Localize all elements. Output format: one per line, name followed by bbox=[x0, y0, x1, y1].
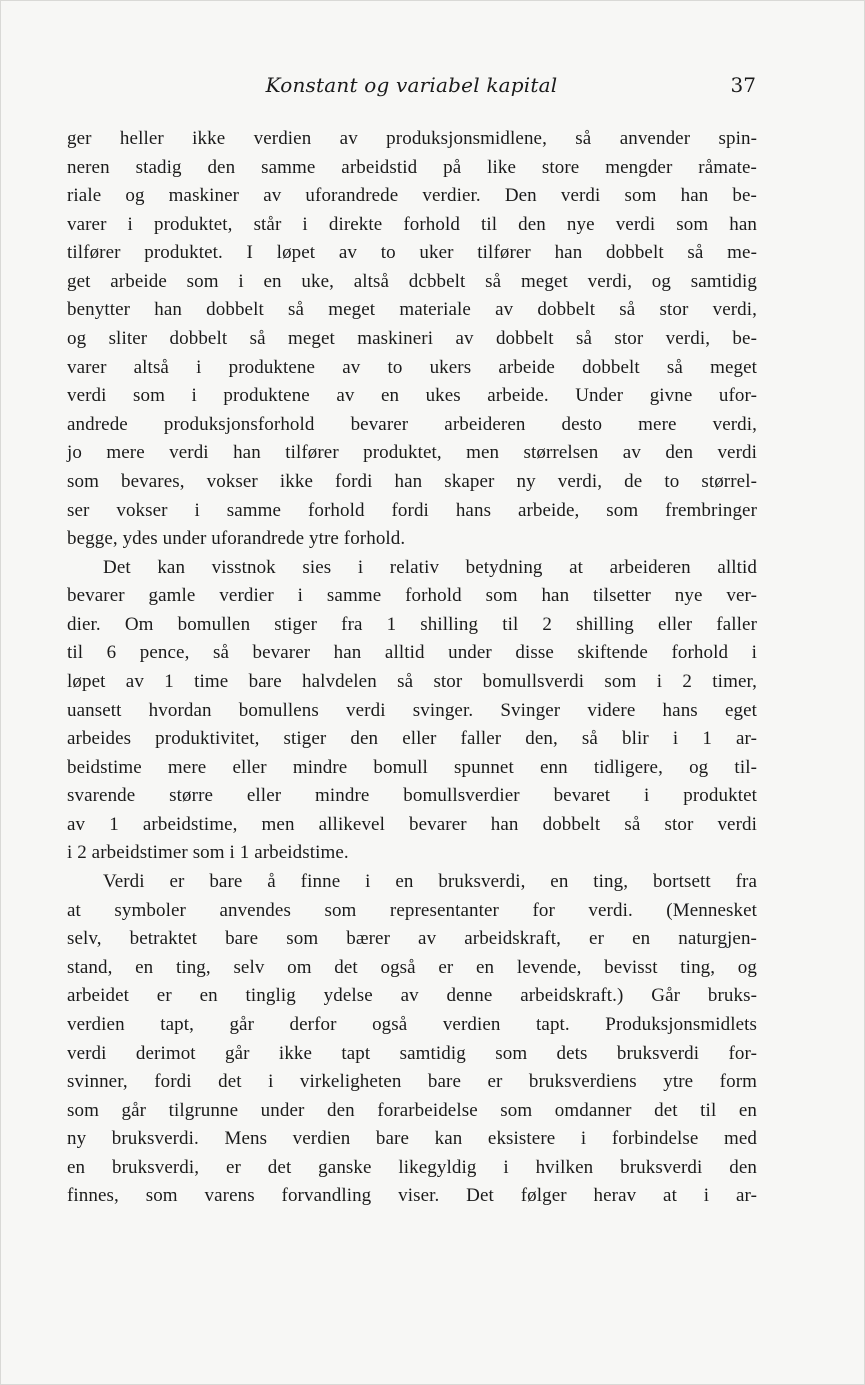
text-line: ny bruksverdi. Mens verdien bare kan eksistere i forbindelse med bbox=[67, 1128, 757, 1150]
text-line: uansett hvordan bomullens verdi svinger. Svinger videre hans eget bbox=[67, 699, 757, 721]
text-line: som går tilgrunne under den forarbeidelse som omdanner det til en bbox=[67, 1099, 757, 1121]
text-line: beidstime mere eller mindre bomull spunnet enn tidligere, og til- bbox=[67, 756, 757, 778]
text-line: ser vokser i samme forhold fordi hans arbeide, som frembringer bbox=[67, 499, 757, 521]
text-line: til 6 pence, så bevarer han alltid under disse skiftende forhold i bbox=[67, 642, 757, 664]
running-title: Konstant og variabel kapital bbox=[265, 73, 558, 97]
text-line: jo mere verdi han tilfører produktet, men størrelsen av den verdi bbox=[67, 442, 757, 464]
page-number: 37 bbox=[730, 73, 756, 97]
text-line: selv, betraktet bare som bærer av arbeidskraft, er en naturgjen- bbox=[67, 928, 757, 950]
text-line: finnes, som varens forvandling viser. Det følger herav at i ar- bbox=[67, 1185, 757, 1207]
text-line: verdien tapt, går derfor også verdien tapt. Produksjonsmidlets bbox=[67, 1013, 757, 1035]
text-line: verdi som i produktene av en ukes arbeide. Under givne ufor- bbox=[67, 385, 757, 407]
text-line: som bevares, vokser ikke fordi han skaper ny verdi, de to størrel- bbox=[67, 470, 757, 492]
text-line: varer altså i produktene av to ukers arbeide dobbelt så meget bbox=[67, 356, 757, 378]
text-line: get arbeide som i en uke, altså dcbbelt så meget verdi, og samtidig bbox=[67, 270, 757, 292]
text-line: Det kan visstnok sies i relativ betydning at arbeideren alltid bbox=[103, 556, 757, 578]
text-line: stand, en ting, selv om det også er en levende, bevisst ting, og bbox=[67, 956, 757, 978]
text-line: ger heller ikke verdien av produksjonsmidlene, så anvender spin- bbox=[67, 128, 757, 149]
text-line: dier. Om bomullen stiger fra 1 shilling til 2 shilling eller faller bbox=[67, 613, 757, 635]
text-line: og sliter dobbelt så meget maskineri av dobbelt så stor verdi, be- bbox=[67, 328, 757, 350]
text-line: svinner, fordi det i virkeligheten bare er bruksverdiens ytre form bbox=[67, 1071, 757, 1093]
text-line: at symboler anvendes som representanter for verdi. (Mennesket bbox=[67, 899, 757, 921]
text-line: løpet av 1 time bare halvdelen så stor bomullsverdi som i 2 timer, bbox=[67, 670, 757, 692]
text-line: arbeidet er en tinglig ydelse av denne arbeidskraft.) Går bruks- bbox=[67, 985, 757, 1007]
text-line: neren stadig den samme arbeidstid på like store mengder råmate- bbox=[67, 156, 757, 178]
text-line: en bruksverdi, er det ganske likegyldig i hvilken bruksverdi den bbox=[67, 1156, 757, 1178]
text-line: arbeides produktivitet, stiger den eller faller den, så blir i 1 ar- bbox=[67, 728, 757, 750]
text-line: riale og maskiner av uforandrede verdier. Den verdi som han be- bbox=[67, 185, 757, 207]
text-line: Verdi er bare å finne i en bruksverdi, en ting, bortsett fra bbox=[103, 871, 757, 893]
text-line: varer i produktet, står i direkte forhold til den nye verdi som han bbox=[67, 213, 757, 235]
text-line: verdi derimot går ikke tapt samtidig som dets bruksverdi for- bbox=[67, 1042, 757, 1064]
page-header bbox=[67, 73, 756, 103]
text-line: svarende større eller mindre bomullsverdier bevaret i produktet bbox=[67, 785, 757, 807]
text-line: benytter han dobbelt så meget materiale av dobbelt så stor verdi, bbox=[67, 299, 757, 321]
text-line: i 2 arbeidstimer som i 1 arbeidstime. bbox=[67, 842, 349, 864]
text-line: begge, ydes under uforandrede ytre forhold. bbox=[67, 528, 406, 550]
body-text bbox=[67, 125, 757, 1211]
text-line: av 1 arbeidstime, men allikevel bevarer han dobbelt så stor verdi bbox=[67, 813, 757, 835]
text-line: tilfører produktet. I løpet av to uker tilfører han dobbelt så me- bbox=[67, 242, 757, 264]
text-line: bevarer gamle verdier i samme forhold som han tilsetter nye ver- bbox=[67, 585, 757, 607]
text-line: andrede produksjonsforhold bevarer arbeideren desto mere verdi, bbox=[67, 413, 757, 435]
